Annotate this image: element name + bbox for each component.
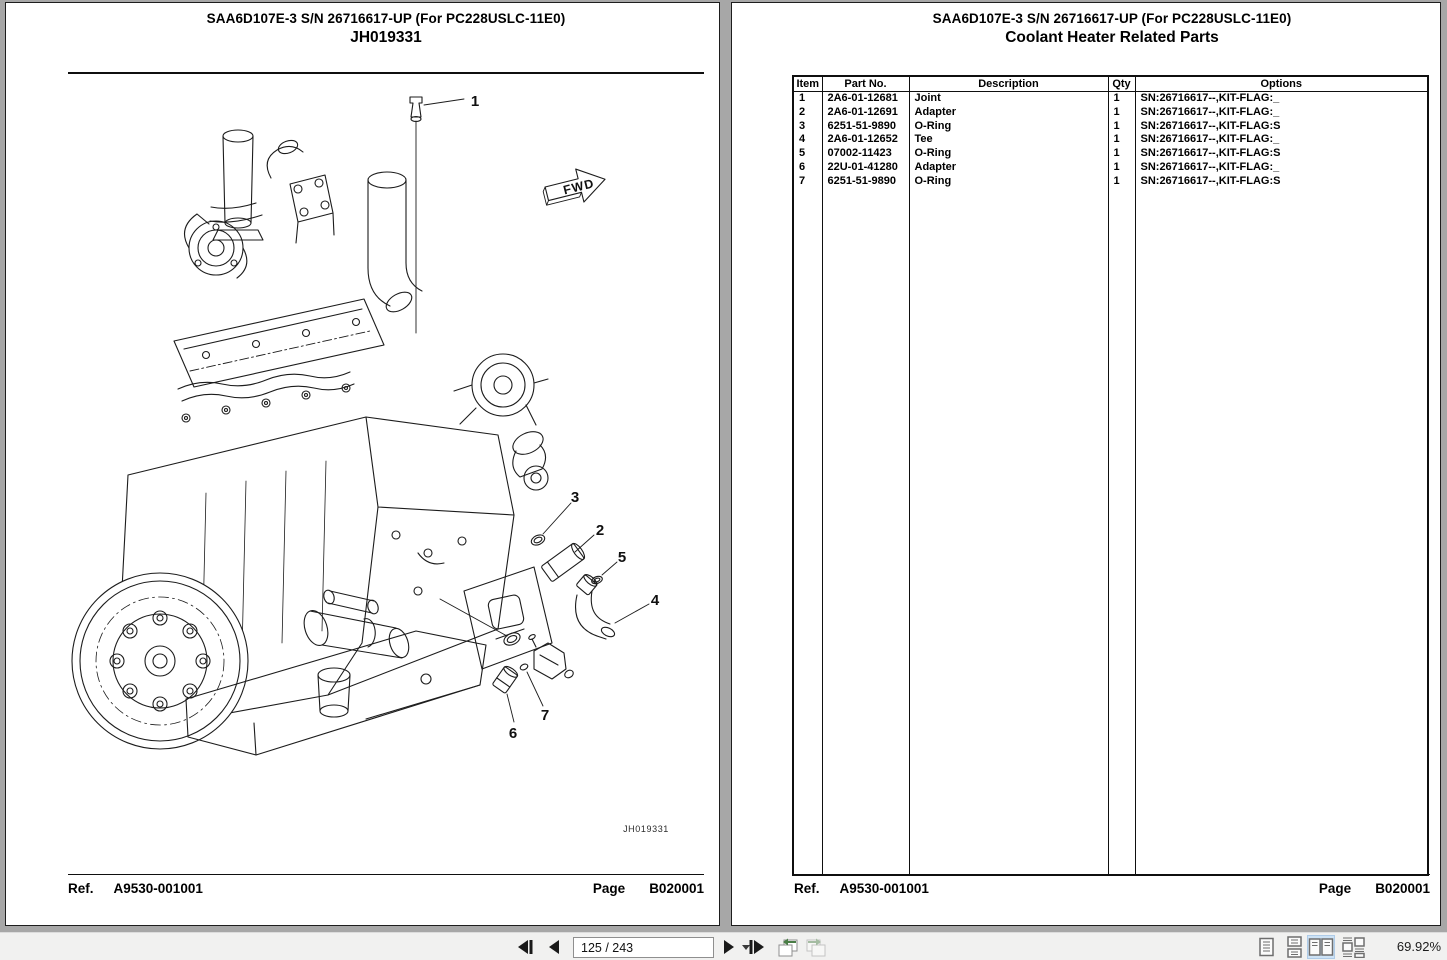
cell-description: Tee (909, 133, 1108, 147)
last-page-icon (747, 940, 767, 954)
cell-qty: 1 (1108, 92, 1135, 106)
first-page-icon (515, 940, 535, 954)
cell-description: O-Ring (909, 120, 1108, 134)
parts-group-title: Coolant Heater Related Parts (1005, 29, 1219, 46)
cell-part-no: 2A6-01-12681 (822, 92, 909, 106)
col-item: Item (793, 76, 822, 92)
cell-item: 7 (793, 175, 822, 189)
first-page-button[interactable] (513, 936, 537, 957)
parts-page-header (794, 11, 1430, 47)
previous-page-icon (546, 940, 564, 954)
cell-item: 5 (793, 147, 822, 161)
two-page-layout-button[interactable] (1308, 936, 1334, 958)
cell-qty: 1 (1108, 120, 1135, 134)
last-page-button[interactable] (745, 936, 769, 957)
table-row (793, 92, 1428, 106)
ref-value: A9530-001001 (839, 881, 929, 896)
footer-page (1319, 881, 1430, 896)
single-page-layout-button[interactable] (1253, 936, 1279, 958)
cell-options: SN:26716617--,KIT-FLAG:_ (1140, 92, 1280, 104)
col-options: Options (1135, 76, 1428, 92)
callout-5: 5 (617, 549, 627, 566)
footer-page (593, 881, 704, 896)
callout-1: 1 (470, 93, 480, 110)
cell-options: SN:26716617--,KIT-FLAG:_ (1140, 160, 1280, 173)
diagram-page-header (68, 11, 704, 47)
page-parts-list (731, 2, 1441, 926)
cell-description: O-Ring (909, 147, 1108, 161)
ref-label: Ref. (68, 881, 94, 896)
page-number-box[interactable] (573, 937, 714, 958)
parts-table-header-row (793, 76, 1428, 92)
two-page-layout-icon (1308, 937, 1334, 957)
cell-part-no: 2A6-01-12652 (822, 133, 909, 147)
cell-part-no: 2A6-01-12691 (822, 106, 909, 120)
cell-qty: 1 (1108, 147, 1135, 161)
callout-4: 4 (650, 592, 660, 609)
cell-options: SN:26716617--,KIT-FLAG:S (1140, 119, 1281, 132)
cell-item: 6 (793, 161, 822, 175)
figure-number-title: JH019331 (350, 29, 422, 46)
parts-table (792, 75, 1429, 876)
footer-ref (68, 881, 203, 896)
table-row (793, 133, 1428, 147)
ref-value: A9530-001001 (113, 881, 203, 896)
cell-description: Joint (909, 92, 1108, 106)
cell-qty: 1 (1108, 106, 1135, 120)
page-label: Page (1318, 881, 1352, 896)
next-page-icon (719, 940, 737, 954)
col-qty: Qty (1108, 76, 1135, 92)
two-page-continuous-layout-button[interactable] (1340, 936, 1366, 958)
callout-6: 6 (508, 725, 518, 742)
table-row (793, 161, 1428, 175)
cell-description: Adapter (909, 106, 1108, 120)
continuous-layout-icon (1285, 936, 1303, 958)
previous-view-icon (777, 937, 799, 957)
next-page-button[interactable] (716, 936, 740, 957)
cell-qty: 1 (1108, 133, 1135, 147)
header-rule (68, 72, 704, 74)
cell-qty: 1 (1108, 161, 1135, 175)
footer-rule (794, 874, 1430, 875)
cell-options: SN:26716617--,KIT-FLAG:S (1140, 147, 1281, 160)
table-row (793, 120, 1428, 134)
cell-qty: 1 (1108, 175, 1135, 189)
page-value: B020001 (1375, 881, 1430, 896)
previous-view-button[interactable] (776, 936, 800, 957)
cell-item: 1 (793, 92, 822, 106)
fwd-label: FWD (561, 176, 596, 198)
cell-part-no: 07002-11423 (822, 147, 909, 161)
single-page-layout-icon (1257, 937, 1275, 957)
ref-label: Ref. (794, 881, 820, 896)
diagram-page-footer (68, 881, 704, 896)
table-empty-area (793, 189, 1428, 875)
parts-page-footer (794, 881, 1430, 896)
cell-item: 4 (793, 133, 822, 147)
cell-part-no: 6251-51-9890 (822, 175, 909, 189)
cell-options: SN:26716617--,KIT-FLAG:S (1140, 174, 1281, 187)
callout-3: 3 (570, 489, 580, 506)
cell-item: 2 (793, 106, 822, 120)
cell-options: SN:26716617--,KIT-FLAG:_ (1140, 105, 1280, 118)
next-view-button[interactable] (804, 936, 828, 957)
page-label: Page (592, 881, 626, 896)
cell-part-no: 6251-51-9890 (822, 120, 909, 134)
table-row (793, 106, 1428, 120)
zoom-level: 69.92% (1396, 939, 1441, 954)
viewer-toolbar (0, 932, 1447, 960)
cell-part-no: 22U-01-41280 (822, 161, 909, 175)
model-serial-title: SAA6D107E-3 S/N 26716617-UP (For PC228USLC-11E0) (206, 11, 566, 26)
footer-ref (794, 881, 929, 896)
model-serial-title: SAA6D107E-3 S/N 26716617-UP (For PC228USLC-11E0) (932, 11, 1292, 26)
previous-page-button[interactable] (543, 936, 567, 957)
table-row (793, 147, 1428, 161)
col-description: Description (909, 76, 1108, 92)
page-diagram (5, 2, 720, 926)
table-row (793, 175, 1428, 189)
col-part-no: Part No. (822, 76, 909, 92)
cell-item: 3 (793, 120, 822, 134)
two-page-continuous-layout-icon (1340, 936, 1366, 958)
next-view-icon (805, 937, 827, 957)
page-value: B020001 (649, 881, 704, 896)
cell-options: SN:26716617--,KIT-FLAG:_ (1140, 133, 1280, 146)
footer-rule (68, 874, 704, 875)
cell-description: Adapter (909, 161, 1108, 175)
callout-2: 2 (595, 522, 605, 539)
engine-exploded-diagram (66, 83, 711, 848)
callout-7: 7 (540, 707, 550, 724)
figure-id-label: JH019331 (623, 824, 669, 834)
continuous-layout-button[interactable] (1281, 936, 1307, 958)
cell-description: O-Ring (909, 175, 1108, 189)
